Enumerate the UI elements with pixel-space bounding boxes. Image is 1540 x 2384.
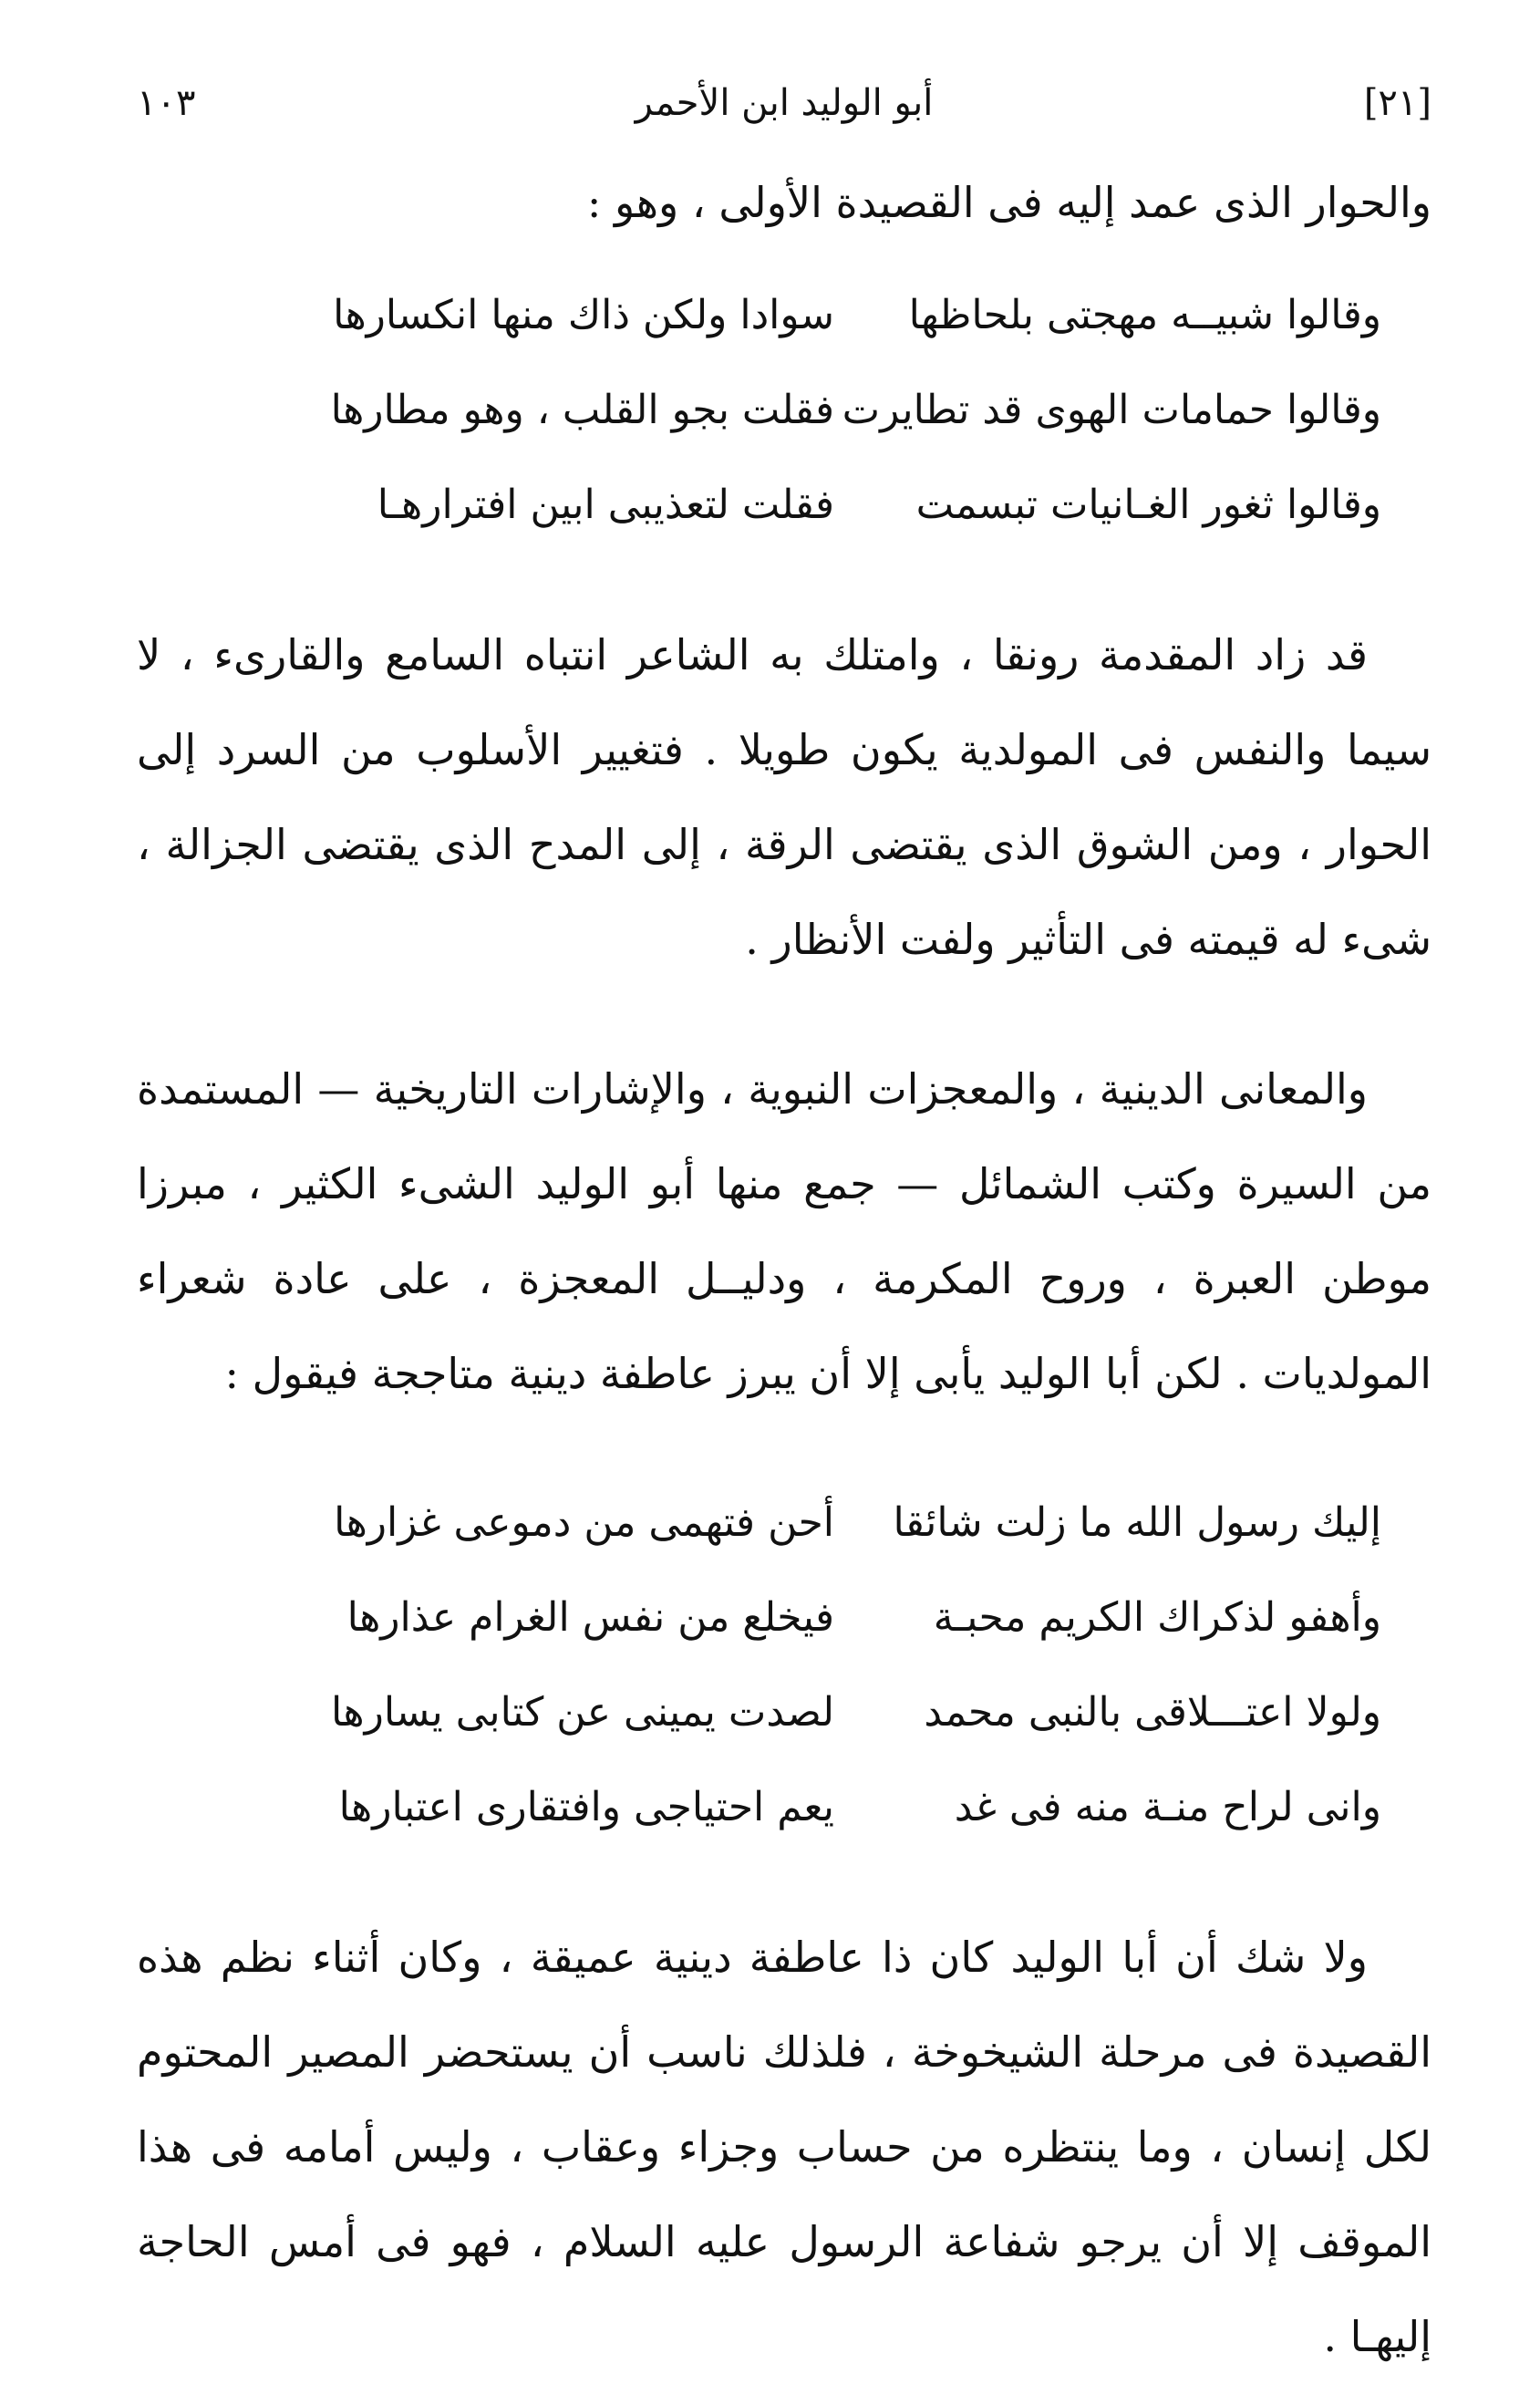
- verse-second-hemistich: فقلت بجو القلب ، وهو مطارها: [330, 387, 834, 433]
- paragraph-religious-meanings: والمعانى الدينية ، والمعجزات النبوية ، والإشارات التاريخية — المستمدة من السيرة وكتب الشمائل — جمع منها أبو الوليد الشىء الكثير ، مبرزا موطن العبرة ، وروح المكرمة ، ودليــل المعجزة ، على عادة شعراء المولديات . لكن أبا الوليد يأبى إلا أن يبرز عاطفة دينية متاججة فيقول :: [137, 1064, 1431, 1398]
- verse-second-hemistich: لصدت يمينى عن كتابى يسارها: [331, 1689, 834, 1736]
- poem-first: [137, 268, 1431, 553]
- page-number: ١٠٣: [137, 82, 196, 124]
- verse-line: [137, 1760, 1431, 1855]
- verse-line: [137, 1665, 1431, 1760]
- verse-second-hemistich: أحن فتهمى من دموعى غزارها: [334, 1499, 834, 1546]
- running-title: أبو الوليد ابن الأحمر: [635, 82, 934, 124]
- verse-first-hemistich: وقالوا ثغور الغـانيات تبسمت: [915, 482, 1381, 528]
- poem-second: [137, 1476, 1431, 1855]
- entry-reference: [٢١]: [1363, 82, 1431, 124]
- verse-first-hemistich: وأهفو لذكراك الكريم محبـة: [933, 1594, 1381, 1641]
- verse-first-hemistich: إليك رسول الله ما زلت شائقا: [893, 1499, 1381, 1546]
- verse-first-hemistich: وانى لراح منـة منه فى غد: [954, 1784, 1381, 1830]
- intro-line: والحوار الذى عمد إليه فى القصيدة الأولى ، وهو :: [586, 178, 1431, 227]
- verse-second-hemistich: فيخلع من نفس الغرام عذارها: [346, 1594, 834, 1641]
- verse-line: [137, 458, 1431, 553]
- paragraph-religious-emotion: ولا شك أن أبا الوليد كان ذا عاطفة دينية عميقة ، وكان أثناء نظم هذه القصيدة فى مرحلة الشيخوخة ، فلذلك ناسب أن يستحضر المصير المحتوم لكل إنسان ، وما ينتظره من حساب وجزاء وعقاب ، وليس أمامه فى هذا الموقف إلا أن يرجو شفاعة الرسول عليه السلام ، فهو فى أمس الحاجة إليهـا .: [137, 1933, 1431, 2361]
- verse-second-hemistich: يعم احتياجى وافتقارى اعتبارها: [338, 1784, 834, 1830]
- page-header: [137, 73, 1431, 155]
- verse-line: [137, 363, 1431, 458]
- verse-line: [137, 1476, 1431, 1570]
- verse-second-hemistich: فقلت لتعذيبى ابين افترارهـا: [377, 482, 834, 528]
- verse-line: [137, 1570, 1431, 1665]
- verse-first-hemistich: ولولا اعتـــلاقى بالنبى محمد: [924, 1689, 1381, 1736]
- verse-second-hemistich: سوادا ولكن ذاك منها انكسارها: [333, 292, 834, 338]
- verse-first-hemistich: وقالوا شبيــه مهجتى بلحاظها: [908, 292, 1381, 338]
- verse-line: [137, 268, 1431, 363]
- paragraph-conversation: قد زاد المقدمة رونقا ، وامتلك به الشاعر انتباه السامع والقارىء ، لا سيما والنفس فى المولدية يكون طويلا . فتغيير الأسلوب من السرد إلى الحوار ، ومن الشوق الذى يقتضى الرقة ، إلى المدح الذى يقتضى الجزالة ، شىء له قيمته فى التأثير ولفت الأنظار .: [137, 630, 1431, 964]
- verse-first-hemistich: وقالوا حمامات الهوى قد تطايرت: [842, 387, 1381, 433]
- book-page: [137, 73, 1431, 2361]
